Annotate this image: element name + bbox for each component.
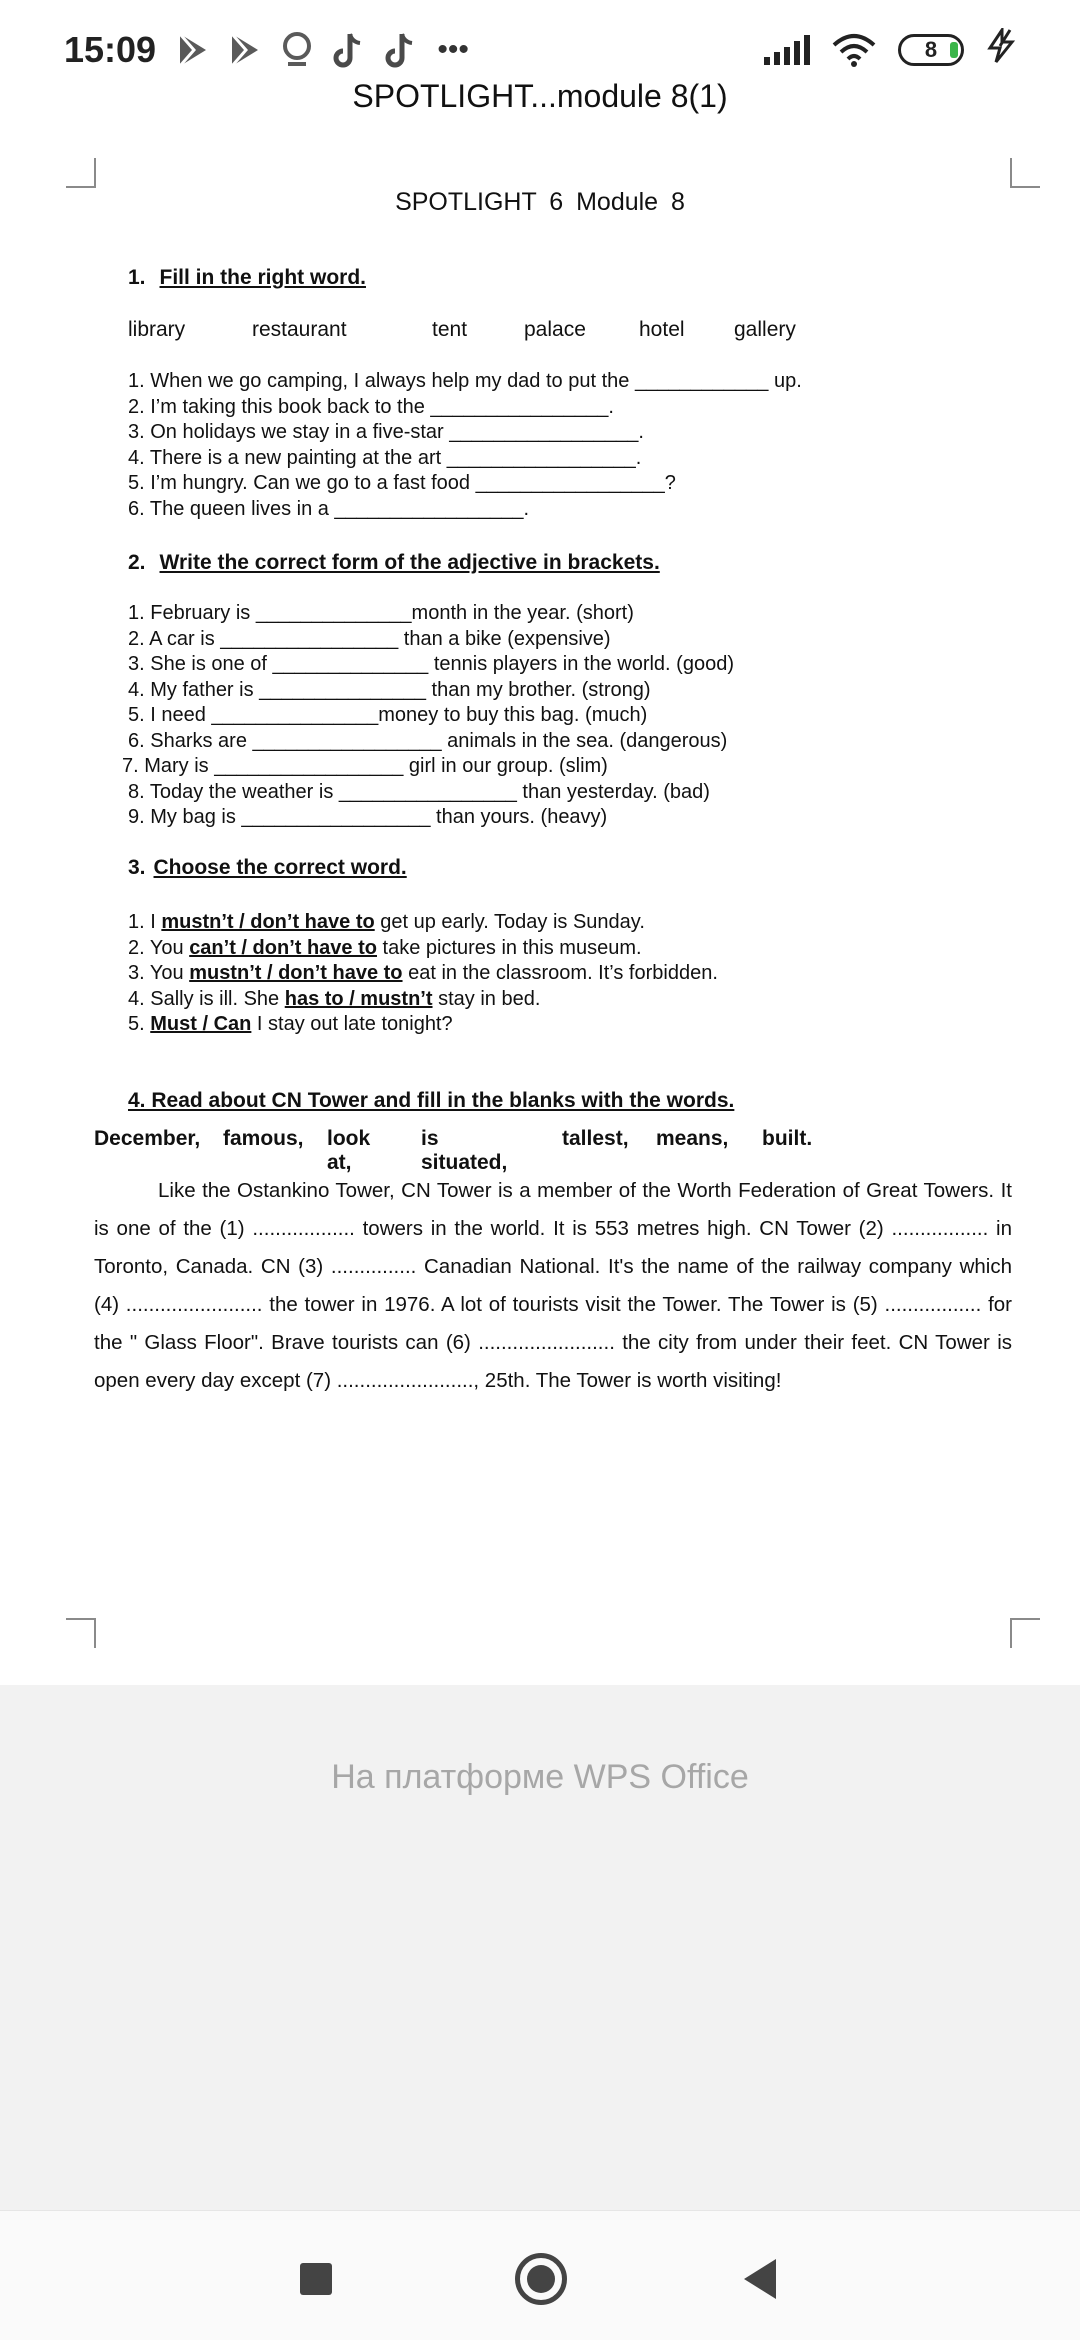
choice-options: Must / Can [150,1013,252,1035]
word-bank-item: is situated, [421,1127,508,1174]
section-1-title-text: Fill in the right word. [159,266,366,289]
section-4-paragraph: Like the Ostankino Tower, CN Tower is a member of the Worth Federation of Great Towers. It is one of the (1) .................. towers in the world. It is 553 metres high. CN Tower (2) ................. in Toronto, Canada. CN (3) ............... Canadian National. It's the name of the railway company which (4) ........................ the tower in 1976. A lot of tourists visit the Tower. The Tower is (5) ................. for the " Glass Floor". Brave tourists can (6) ........................ the city from under their feet. CN Tower is open every day except (7) ........................, 25th. The Tower is worth visiting! [94,1179,1012,1392]
sentence-line: 1. When we go camping, I always help my dad to put the ____________ up. [128,370,802,392]
sentence-line: 5. I’m hungry. Can we go to a fast food _________________? [128,472,676,494]
choice-options: has to / mustn’t [284,987,433,1010]
choice-line: 2. You can’t / don’t have to take pictures in this museum. [128,936,642,959]
recent-apps-button[interactable] [300,2263,332,2295]
word-bank-item: hotel [639,318,685,341]
word-bank-item: library [128,318,186,341]
sentence-line: 3. On holidays we stay in a five-star _________________. [128,421,644,443]
word-bank-item: gallery [734,318,796,341]
sentence-line: 9. My bag is _________________ than yours. (heavy) [128,806,608,828]
status-time: 15:09 [64,29,157,70]
sentence-line: 2. A car is ________________ than a bike (expensive) [128,627,611,650]
sentence-line: 1. February is ______________month in the year. (short) [128,602,634,624]
section-4-title: 4. Read about CN Tower and fill in the blanks with the words. [128,1089,735,1112]
document-heading: SPOTLIGHT 6 Module 8 [395,188,685,216]
home-button[interactable] [515,2253,567,2305]
wps-footer-area [0,1685,1080,2210]
battery-level: 8 [924,37,938,62]
word-bank-item: built. [762,1127,813,1150]
section-2-title [128,551,660,575]
word-bank-item: tent [432,318,468,341]
section-1-title [128,266,366,290]
section-2-title-text: Write the correct form of the adjective in brackets. [159,551,660,574]
page-corner-mark [1010,1618,1040,1648]
status-right [764,28,1016,73]
choice-options: mustn’t / don’t have to [189,962,403,984]
system-navigation-bar [0,2210,1080,2340]
lens-icon [278,30,316,70]
signal-icon [764,35,810,65]
tiktok-icon-2 [382,30,420,70]
section-3-title [128,856,407,880]
sentence-line: 2. I’m taking this book back to the ________________. [128,395,614,418]
word-bank-item: December, [94,1127,201,1150]
sentence-line: 6. The queen lives in a _________________. [128,497,530,520]
section-3-title-text: Choose the correct word. [153,856,407,879]
word-bank-item: tallest, [562,1127,629,1150]
section-3-sentences [128,910,718,1038]
word-bank-item: look at, [327,1127,371,1174]
choice-line: 4. Sally is ill. She has to / mustn’t stay in bed. [128,987,541,1010]
play-store-icon-2 [226,30,264,70]
sentence-line: 3. She is one of ______________ tennis players in the world. (good) [128,653,734,675]
notification-icons [174,30,472,70]
tiktok-icon [330,30,368,70]
play-store-icon [174,30,212,70]
word-bank-item: palace [524,318,586,341]
choice-line: 3. You mustn’t / don’t have to eat in the classroom. It’s forbidden. [128,962,718,984]
section-1-sentences [128,369,802,522]
choice-line: 5. Must / Can I stay out late tonight? [128,1013,453,1035]
back-button[interactable] [744,2259,776,2299]
word-bank-item: famous, [223,1127,304,1150]
sentence-line: 8. Today the weather is ________________ than yesterday. (bad) [128,780,710,803]
word-bank-item: means, [656,1127,729,1150]
page-corner-mark [66,1618,96,1648]
page-corner-mark [66,158,96,188]
sentence-line: 5. I need _______________money to buy this bag. (much) [128,704,648,726]
choice-options: can’t / don’t have to [189,936,377,959]
section-2-number: 2. [128,551,146,574]
document-title-bar: SPOTLIGHT...module 8(1) [352,78,728,114]
sentence-line: 7. Mary is _________________ girl in our group. (slim) [122,755,608,777]
page-corner-mark [1010,158,1040,188]
wps-platform-text: На платформе WPS Office [331,1758,749,1796]
word-bank-item: restaurant [252,318,347,341]
charging-icon [986,28,1016,73]
more-notifications-icon: ••• [437,33,469,66]
battery-icon [898,34,964,66]
choice-options: mustn’t / don’t have to [161,911,375,933]
wifi-icon [832,33,876,67]
section-2-sentences [122,601,734,831]
section-3-number: 3. [128,856,146,879]
choice-line: 1. I mustn’t / don’t have to get up early. Today is Sunday. [128,911,645,933]
sentence-line: 6. Sharks are _________________ animals in the sea. (dangerous) [128,729,728,752]
section-1-number: 1. [128,266,146,289]
sentence-line: 4. My father is _______________ than my brother. (strong) [128,678,651,701]
sentence-line: 4. There is a new painting at the art _________________. [128,446,642,469]
